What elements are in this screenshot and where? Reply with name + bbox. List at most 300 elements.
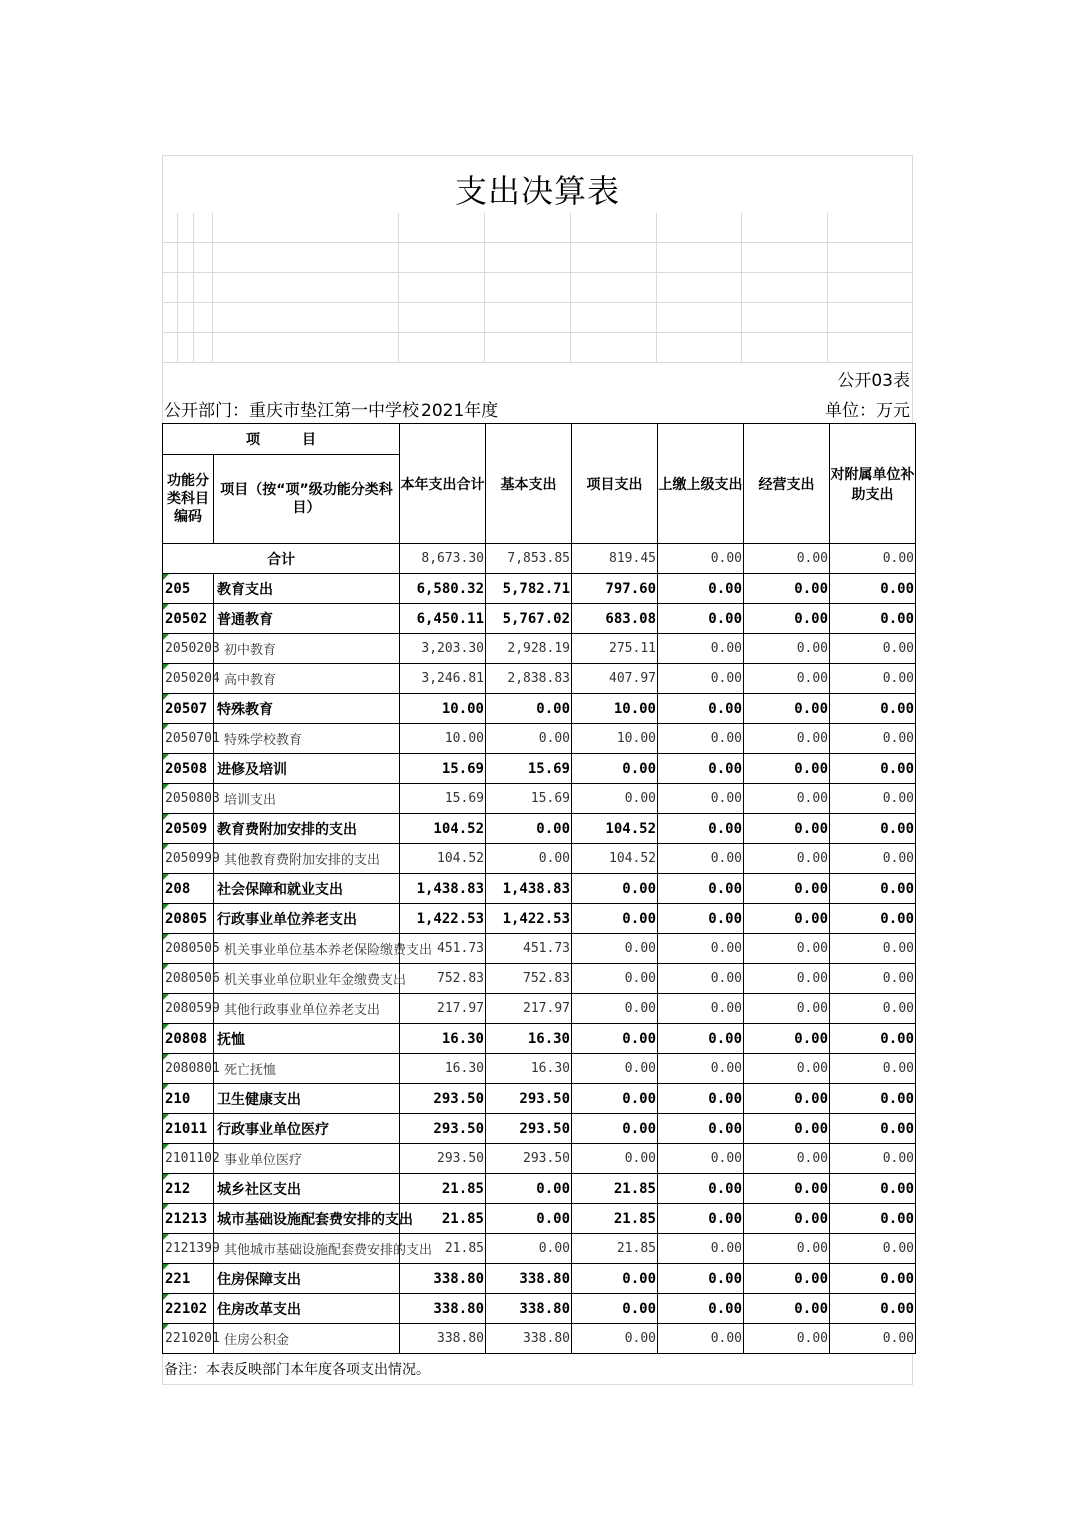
amount-cell: 217.97 xyxy=(400,994,486,1024)
total-value: 0.00 xyxy=(744,544,830,574)
amount-cell: 0.00 xyxy=(658,574,744,604)
total-value: 0.00 xyxy=(830,544,916,574)
subject-name: 其他教育费附加安排的支出 xyxy=(214,844,400,874)
amount-cell: 0.00 xyxy=(658,1264,744,1294)
grid-cell xyxy=(742,213,828,243)
amount-cell: 683.08 xyxy=(572,604,658,634)
amount-cell: 5,782.71 xyxy=(486,574,572,604)
amount-cell: 293.50 xyxy=(486,1144,572,1174)
table-row xyxy=(163,934,916,964)
subject-name: 教育支出 xyxy=(214,574,400,604)
total-value: 7,853.85 xyxy=(486,544,572,574)
amount-cell: 797.60 xyxy=(572,574,658,604)
table-row xyxy=(163,754,916,784)
subject-name: 特殊学校教育 xyxy=(214,724,400,754)
table-row xyxy=(163,1174,916,1204)
year-label: 2021年度 xyxy=(421,401,499,421)
grid-cell xyxy=(742,273,828,303)
grid-cell xyxy=(657,213,742,243)
amount-cell: 21.85 xyxy=(572,1174,658,1204)
amount-cell: 0.00 xyxy=(658,1114,744,1144)
amount-cell: 451.73 xyxy=(486,934,572,964)
name-col-header: 项目（按“项”级功能分类科目） xyxy=(214,455,400,544)
table-row xyxy=(163,904,916,934)
amount-cell: 0.00 xyxy=(830,1144,916,1174)
amount-cell: 1,422.53 xyxy=(400,904,486,934)
subject-name: 行政事业单位医疗 xyxy=(214,1114,400,1144)
amount-cell: 0.00 xyxy=(572,934,658,964)
amount-cell: 275.11 xyxy=(572,634,658,664)
grid-cell xyxy=(485,303,571,333)
amount-cell: 0.00 xyxy=(830,1204,916,1234)
amount-cell: 0.00 xyxy=(486,1174,572,1204)
col-header-project: 项目支出 xyxy=(572,424,658,544)
table-row xyxy=(163,844,916,874)
amount-cell: 0.00 xyxy=(572,1294,658,1324)
amount-cell: 21.85 xyxy=(400,1204,486,1234)
subject-name: 机关事业单位职业年金缴费支出 xyxy=(214,964,400,994)
subject-code: 20805 xyxy=(163,904,214,934)
amount-cell: 0.00 xyxy=(830,604,916,634)
grid-cell xyxy=(162,243,178,273)
department-label: 公开部门：重庆市垫江第一中学校 xyxy=(164,401,419,421)
amount-cell: 0.00 xyxy=(658,964,744,994)
amount-cell: 0.00 xyxy=(830,934,916,964)
amount-cell: 104.52 xyxy=(572,844,658,874)
amount-cell: 16.30 xyxy=(400,1024,486,1054)
amount-cell: 0.00 xyxy=(744,1324,830,1354)
table-row xyxy=(163,1144,916,1174)
form-number: 公开03表 xyxy=(837,371,910,391)
subject-code: 2080801 xyxy=(163,1054,214,1084)
grid-cell xyxy=(162,333,178,363)
grid-cell xyxy=(162,273,178,303)
table-body xyxy=(163,544,916,1354)
spreadsheet xyxy=(162,155,913,1385)
col-header-total: 本年支出合计 xyxy=(400,424,486,544)
amount-cell: 15.69 xyxy=(400,784,486,814)
amount-cell: 1,438.83 xyxy=(486,874,572,904)
table-row xyxy=(163,574,916,604)
amount-cell: 0.00 xyxy=(658,844,744,874)
subject-code: 221 xyxy=(163,1264,214,1294)
amount-cell: 0.00 xyxy=(830,724,916,754)
table-row xyxy=(163,814,916,844)
col-header-basic: 基本支出 xyxy=(486,424,572,544)
amount-cell: 0.00 xyxy=(830,844,916,874)
table-row xyxy=(163,1234,916,1264)
grid-cell xyxy=(178,273,194,303)
amount-cell: 0.00 xyxy=(572,754,658,784)
table-row xyxy=(163,1264,916,1294)
subject-code: 20507 xyxy=(163,694,214,724)
amount-cell: 0.00 xyxy=(658,1144,744,1174)
amount-cell: 10.00 xyxy=(400,694,486,724)
amount-cell: 10.00 xyxy=(400,724,486,754)
grid-cell xyxy=(213,243,399,273)
amount-cell: 0.00 xyxy=(658,1234,744,1264)
subject-code: 208 xyxy=(163,874,214,904)
amount-cell: 0.00 xyxy=(658,1024,744,1054)
amount-cell: 0.00 xyxy=(830,814,916,844)
amount-cell: 0.00 xyxy=(830,1024,916,1054)
amount-cell: 5,767.02 xyxy=(486,604,572,634)
subject-name: 其他行政事业单位养老支出 xyxy=(214,994,400,1024)
grid-cell xyxy=(399,303,485,333)
amount-cell: 0.00 xyxy=(572,1324,658,1354)
subject-name: 住房保障支出 xyxy=(214,1264,400,1294)
amount-cell: 0.00 xyxy=(744,994,830,1024)
subject-name: 行政事业单位养老支出 xyxy=(214,904,400,934)
table-row xyxy=(163,1294,916,1324)
amount-cell: 0.00 xyxy=(744,1144,830,1174)
amount-cell: 0.00 xyxy=(658,1084,744,1114)
table-row xyxy=(163,964,916,994)
amount-cell: 0.00 xyxy=(744,784,830,814)
subject-code: 2210201 xyxy=(163,1324,214,1354)
amount-cell: 293.50 xyxy=(486,1114,572,1144)
grid-cell xyxy=(178,213,194,243)
amount-cell: 0.00 xyxy=(830,1264,916,1294)
amount-cell: 0.00 xyxy=(830,1054,916,1084)
subject-code: 22102 xyxy=(163,1294,214,1324)
amount-cell: 0.00 xyxy=(572,904,658,934)
subject-code: 2050803 xyxy=(163,784,214,814)
amount-cell: 0.00 xyxy=(658,874,744,904)
amount-cell: 338.80 xyxy=(400,1264,486,1294)
amount-cell: 21.85 xyxy=(572,1204,658,1234)
subject-name: 住房公积金 xyxy=(214,1324,400,1354)
amount-cell: 0.00 xyxy=(830,1324,916,1354)
amount-cell: 1,438.83 xyxy=(400,874,486,904)
subject-code: 20502 xyxy=(163,604,214,634)
subject-code: 212 xyxy=(163,1174,214,1204)
amount-cell: 0.00 xyxy=(744,874,830,904)
grid-cell xyxy=(571,333,657,363)
amount-cell: 1,422.53 xyxy=(486,904,572,934)
amount-cell: 0.00 xyxy=(572,964,658,994)
amount-cell: 0.00 xyxy=(744,1114,830,1144)
subject-code: 205 xyxy=(163,574,214,604)
grid-cell xyxy=(828,273,913,303)
amount-cell: 3,203.30 xyxy=(400,634,486,664)
amount-cell: 293.50 xyxy=(400,1144,486,1174)
amount-cell: 0.00 xyxy=(830,694,916,724)
col-header-subsidy: 对附属单位补助支出 xyxy=(830,424,916,544)
amount-cell: 293.50 xyxy=(400,1084,486,1114)
subject-code: 2080505 xyxy=(163,934,214,964)
table-row xyxy=(163,994,916,1024)
grid-cell xyxy=(178,303,194,333)
amount-cell: 0.00 xyxy=(658,784,744,814)
total-value: 8,673.30 xyxy=(400,544,486,574)
amount-cell: 0.00 xyxy=(830,1174,916,1204)
amount-cell: 16.30 xyxy=(486,1024,572,1054)
amount-cell: 0.00 xyxy=(744,1054,830,1084)
amount-cell: 104.52 xyxy=(572,814,658,844)
amount-cell: 0.00 xyxy=(572,1144,658,1174)
col-header-operating: 经营支出 xyxy=(744,424,830,544)
amount-cell: 10.00 xyxy=(572,694,658,724)
subject-code: 21011 xyxy=(163,1114,214,1144)
amount-cell: 0.00 xyxy=(830,904,916,934)
amount-cell: 6,580.32 xyxy=(400,574,486,604)
amount-cell: 0.00 xyxy=(658,1324,744,1354)
subject-code: 2050203 xyxy=(163,634,214,664)
grid-cell xyxy=(399,273,485,303)
amount-cell: 407.97 xyxy=(572,664,658,694)
total-label: 合计 xyxy=(163,544,400,574)
subject-name: 城乡社区支出 xyxy=(214,1174,400,1204)
amount-cell: 0.00 xyxy=(744,1204,830,1234)
grid-cell xyxy=(178,243,194,273)
amount-cell: 0.00 xyxy=(658,1204,744,1234)
subject-name: 普通教育 xyxy=(214,604,400,634)
amount-cell: 0.00 xyxy=(658,1294,744,1324)
amount-cell: 104.52 xyxy=(400,814,486,844)
amount-cell: 338.80 xyxy=(486,1324,572,1354)
amount-cell: 752.83 xyxy=(400,964,486,994)
grid-cell xyxy=(162,303,178,333)
grid-cell xyxy=(657,333,742,363)
amount-cell: 0.00 xyxy=(744,904,830,934)
subject-code: 210 xyxy=(163,1084,214,1114)
amount-cell: 0.00 xyxy=(658,904,744,934)
grid-cell xyxy=(399,213,485,243)
subject-name: 城市基础设施配套费安排的支出 xyxy=(214,1204,400,1234)
grid-cell xyxy=(657,273,742,303)
grid-cell xyxy=(828,243,913,273)
amount-cell: 0.00 xyxy=(830,874,916,904)
subject-name: 其他城市基础设施配套费安排的支出 xyxy=(214,1234,400,1264)
amount-cell: 0.00 xyxy=(744,1264,830,1294)
subject-name: 教育费附加安排的支出 xyxy=(214,814,400,844)
grid-cell xyxy=(213,213,399,243)
amount-cell: 0.00 xyxy=(744,574,830,604)
note-text: 备注：本表反映部门本年度各项支出情况。 xyxy=(164,1362,430,1378)
amount-cell: 15.69 xyxy=(486,754,572,784)
grid-cell xyxy=(162,213,178,243)
amount-cell: 0.00 xyxy=(572,1024,658,1054)
grid-cell xyxy=(485,273,571,303)
amount-cell: 0.00 xyxy=(572,784,658,814)
subject-name: 进修及培训 xyxy=(214,754,400,784)
grid-cell xyxy=(571,243,657,273)
amount-cell: 0.00 xyxy=(830,964,916,994)
title-band xyxy=(162,155,913,213)
amount-cell: 0.00 xyxy=(830,1114,916,1144)
table-row xyxy=(163,1054,916,1084)
amount-cell: 0.00 xyxy=(830,1234,916,1264)
amount-cell: 0.00 xyxy=(744,1234,830,1264)
table-row xyxy=(163,784,916,814)
amount-cell: 104.52 xyxy=(400,844,486,874)
amount-cell: 21.85 xyxy=(400,1234,486,1264)
amount-cell: 0.00 xyxy=(744,1294,830,1324)
amount-cell: 0.00 xyxy=(658,1054,744,1084)
subject-name: 社会保障和就业支出 xyxy=(214,874,400,904)
empty-grid xyxy=(162,213,913,363)
amount-cell: 2,838.83 xyxy=(486,664,572,694)
amount-cell: 16.30 xyxy=(486,1054,572,1084)
amount-cell: 0.00 xyxy=(744,604,830,634)
amount-cell: 0.00 xyxy=(572,1114,658,1144)
amount-cell: 0.00 xyxy=(658,664,744,694)
amount-cell: 217.97 xyxy=(486,994,572,1024)
grid-cell xyxy=(828,303,913,333)
amount-cell: 15.69 xyxy=(400,754,486,784)
table-row xyxy=(163,664,916,694)
grid-cell xyxy=(742,303,828,333)
page-title: 支出决算表 xyxy=(454,172,620,210)
subject-code: 2101102 xyxy=(163,1144,214,1174)
amount-cell: 0.00 xyxy=(572,994,658,1024)
amount-cell: 0.00 xyxy=(486,814,572,844)
amount-cell: 0.00 xyxy=(744,724,830,754)
amount-cell: 0.00 xyxy=(830,574,916,604)
amount-cell: 338.80 xyxy=(400,1294,486,1324)
amount-cell: 0.00 xyxy=(572,1264,658,1294)
amount-cell: 0.00 xyxy=(658,754,744,784)
grid-cell xyxy=(657,303,742,333)
subject-code: 20508 xyxy=(163,754,214,784)
amount-cell: 293.50 xyxy=(400,1114,486,1144)
amount-cell: 2,928.19 xyxy=(486,634,572,664)
amount-cell: 451.73 xyxy=(400,934,486,964)
amount-cell: 0.00 xyxy=(486,694,572,724)
amount-cell: 338.80 xyxy=(486,1264,572,1294)
amount-cell: 0.00 xyxy=(744,1174,830,1204)
note-row xyxy=(162,1354,913,1385)
amount-cell: 0.00 xyxy=(830,754,916,784)
subject-name: 培训支出 xyxy=(214,784,400,814)
grid-cell xyxy=(571,213,657,243)
subject-code: 20808 xyxy=(163,1024,214,1054)
grid-cell xyxy=(485,213,571,243)
amount-cell: 0.00 xyxy=(830,1294,916,1324)
subject-code: 2050999 xyxy=(163,844,214,874)
table-row xyxy=(163,874,916,904)
amount-cell: 0.00 xyxy=(744,964,830,994)
amount-cell: 0.00 xyxy=(830,784,916,814)
amount-cell: 0.00 xyxy=(658,694,744,724)
amount-cell: 0.00 xyxy=(658,634,744,664)
grid-cell xyxy=(194,273,213,303)
table-row xyxy=(163,634,916,664)
meta-row xyxy=(162,393,913,423)
form-number-row xyxy=(162,363,913,393)
amount-cell: 0.00 xyxy=(486,1234,572,1264)
grid-cell xyxy=(194,243,213,273)
amount-cell: 0.00 xyxy=(744,934,830,964)
amount-cell: 0.00 xyxy=(572,1084,658,1114)
subject-name: 特殊教育 xyxy=(214,694,400,724)
amount-cell: 21.85 xyxy=(400,1174,486,1204)
grid-cell xyxy=(657,243,742,273)
amount-cell: 0.00 xyxy=(486,1204,572,1234)
amount-cell: 0.00 xyxy=(744,694,830,724)
amount-cell: 10.00 xyxy=(572,724,658,754)
grid-cell xyxy=(399,333,485,363)
amount-cell: 0.00 xyxy=(830,1084,916,1114)
total-value: 0.00 xyxy=(658,544,744,574)
subject-code: 2050204 xyxy=(163,664,214,694)
subject-name: 死亡抚恤 xyxy=(214,1054,400,1084)
amount-cell: 3,246.81 xyxy=(400,664,486,694)
table-row xyxy=(163,1324,916,1354)
grid-cell xyxy=(571,273,657,303)
unit-label: 单位：万元 xyxy=(825,401,910,421)
grid-cell xyxy=(213,273,399,303)
table-row xyxy=(163,1084,916,1114)
amount-cell: 338.80 xyxy=(486,1294,572,1324)
amount-cell: 0.00 xyxy=(744,844,830,874)
amount-cell: 0.00 xyxy=(658,934,744,964)
amount-cell: 0.00 xyxy=(830,634,916,664)
subject-name: 住房改革支出 xyxy=(214,1294,400,1324)
amount-cell: 15.69 xyxy=(486,784,572,814)
amount-cell: 0.00 xyxy=(486,724,572,754)
total-value: 819.45 xyxy=(572,544,658,574)
grid-cell xyxy=(742,243,828,273)
subject-name: 事业单位医疗 xyxy=(214,1144,400,1174)
amount-cell: 338.80 xyxy=(400,1324,486,1354)
grid-cell xyxy=(194,213,213,243)
grid-cell xyxy=(485,333,571,363)
table-row xyxy=(163,1024,916,1054)
amount-cell: 752.83 xyxy=(486,964,572,994)
amount-cell: 0.00 xyxy=(658,994,744,1024)
amount-cell: 0.00 xyxy=(572,1054,658,1084)
amount-cell: 0.00 xyxy=(744,664,830,694)
subject-name: 机关事业单位基本养老保险缴费支出 xyxy=(214,934,400,964)
subject-code: 2121399 xyxy=(163,1234,214,1264)
amount-cell: 0.00 xyxy=(572,874,658,904)
amount-cell: 0.00 xyxy=(744,634,830,664)
subject-name: 卫生健康支出 xyxy=(214,1084,400,1114)
grid-cell xyxy=(213,333,399,363)
grid-cell xyxy=(742,333,828,363)
amount-cell: 16.30 xyxy=(400,1054,486,1084)
subject-code: 2080599 xyxy=(163,994,214,1024)
table-row xyxy=(163,604,916,634)
col-header-remit: 上缴上级支出 xyxy=(658,424,744,544)
item-group-header: 项 目 xyxy=(163,424,400,455)
table-row xyxy=(163,694,916,724)
grid-cell xyxy=(571,303,657,333)
grid-cell xyxy=(213,303,399,333)
amount-cell: 0.00 xyxy=(744,814,830,844)
table-row xyxy=(163,1204,916,1234)
total-row xyxy=(163,544,916,574)
table-row xyxy=(163,724,916,754)
subject-name: 抚恤 xyxy=(214,1024,400,1054)
amount-cell: 293.50 xyxy=(486,1084,572,1114)
grid-cell xyxy=(194,333,213,363)
amount-cell: 0.00 xyxy=(658,724,744,754)
amount-cell: 0.00 xyxy=(830,994,916,1024)
grid-cell xyxy=(178,333,194,363)
amount-cell: 6,450.11 xyxy=(400,604,486,634)
subject-code: 20509 xyxy=(163,814,214,844)
code-col-header: 功能分类科目编码 xyxy=(163,455,214,544)
subject-code: 21213 xyxy=(163,1204,214,1234)
amount-cell: 0.00 xyxy=(658,1174,744,1204)
grid-cell xyxy=(828,213,913,243)
expenditure-table xyxy=(162,423,916,1354)
grid-cell xyxy=(194,303,213,333)
subject-code: 2050701 xyxy=(163,724,214,754)
